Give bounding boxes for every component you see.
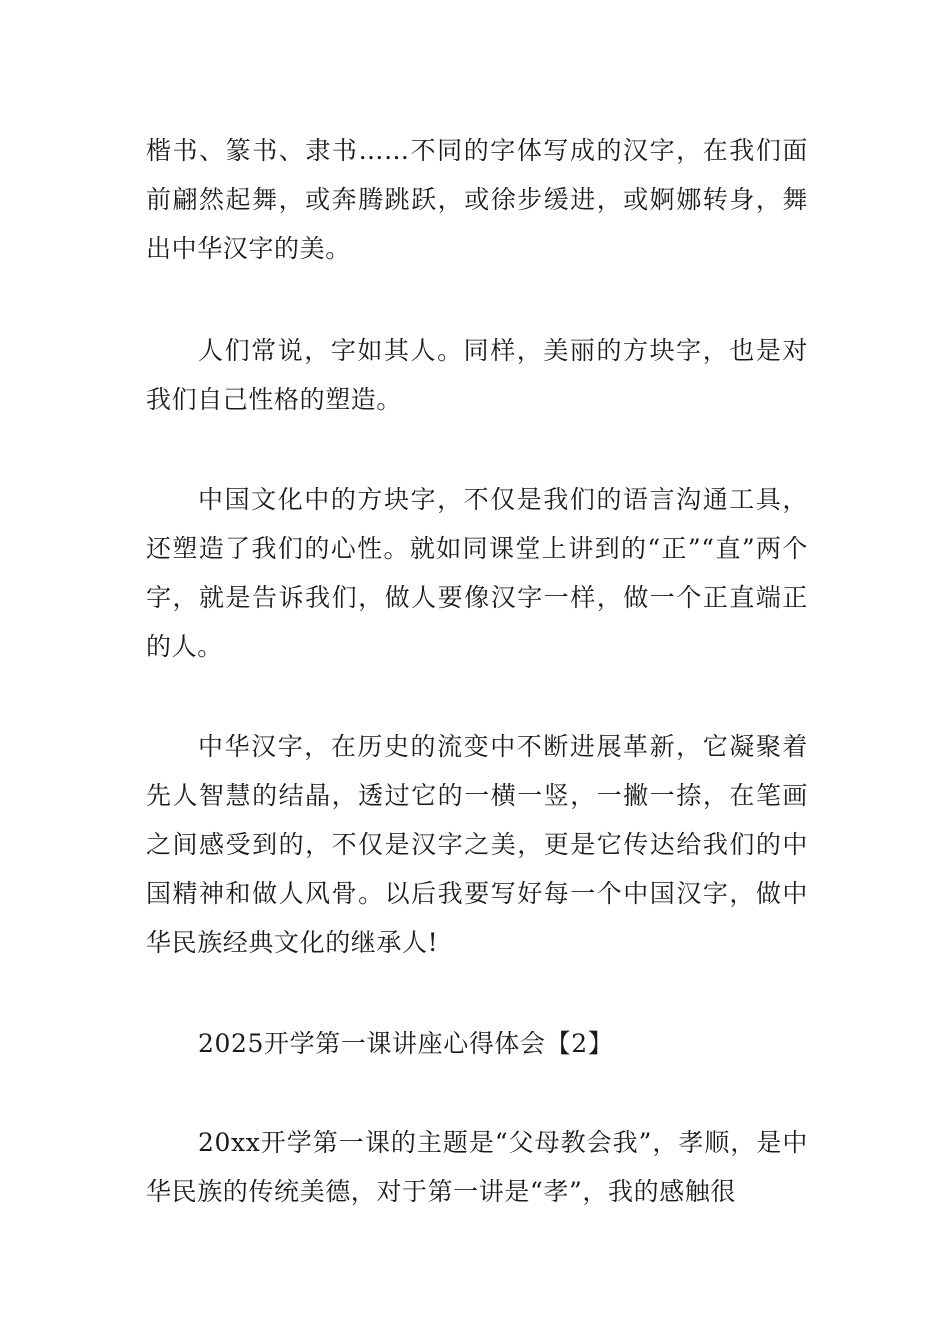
paragraph-chinese-characters-history: 中华汉字，在历史的流变中不断进展革新，它凝聚着先人智慧的结晶，透过它的一横一竖，一撇一捺，在笔画之间感受到的，不仅是汉字之美，更是它传达给我们的中国精神和做人风骨。以后我要写好每一个中国汉字，做中华民族经典文化的继承人! (146, 732, 808, 957)
section-heading: 2025开学第一课讲座心得体会【2】 (198, 1029, 614, 1058)
paragraph-first-lesson-theme: 20xx开学第一课的主题是“父母教会我”，孝顺，是中华民族的传统美德，对于第一讲是“孝”，我的感触很 (146, 1128, 808, 1206)
paragraph-character-personality: 人们常说，字如其人。同样，美丽的方块字，也是对我们自己性格的塑造。 (146, 336, 808, 414)
paragraph-square-characters: 中国文化中的方块字，不仅是我们的语言沟通工具，还塑造了我们的心性。就如同课堂上讲到的“正”“直”两个字，就是告诉我们，做人要像汉字一样，做一个正直端正的人。 (146, 485, 808, 661)
paragraph-calligraphy-styles: 楷书、篆书、隶书……不同的字体写成的汉字，在我们面前翩然起舞，或奔腾跳跃，或徐步缓进，或婀娜转身，舞出中华汉字的美。 (146, 136, 808, 263)
